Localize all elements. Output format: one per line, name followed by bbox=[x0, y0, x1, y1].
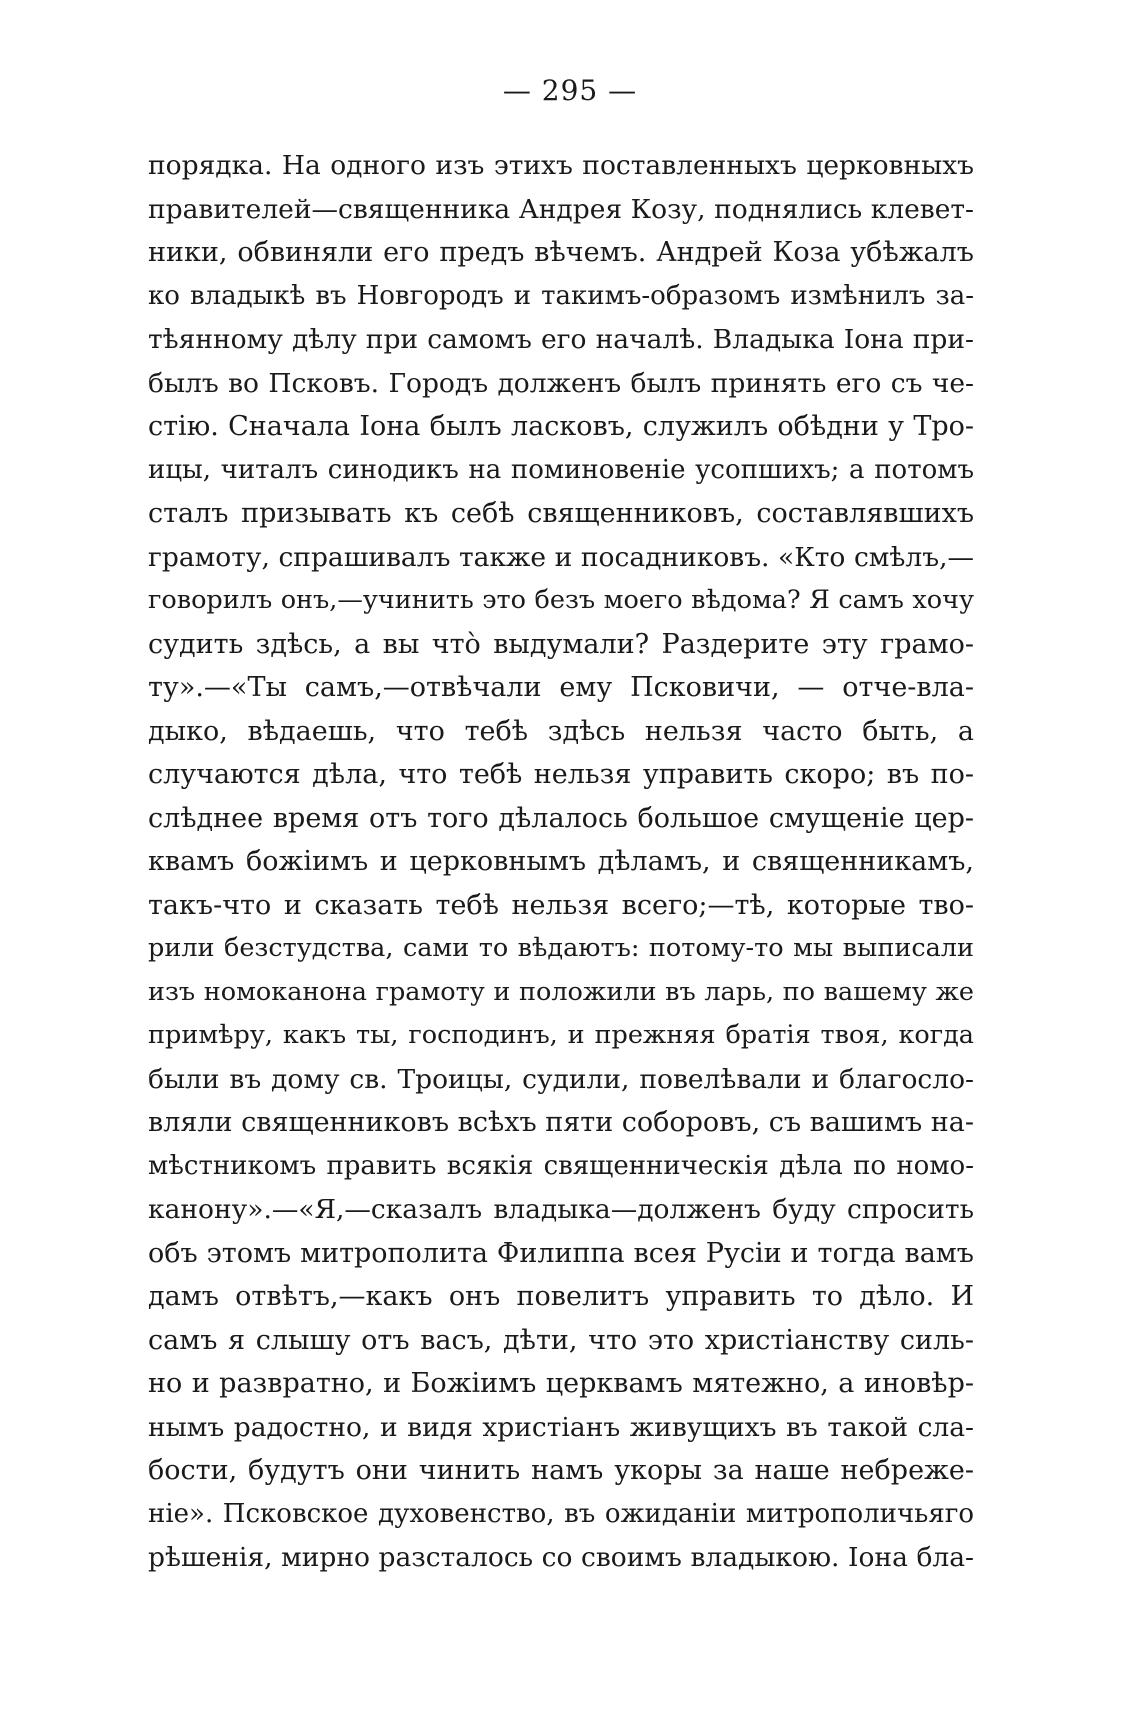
text-line: ко владыкѣ въ Новгородъ и такимъ-образомъ измѣнилъ за- bbox=[148, 280, 974, 311]
text-line: нымъ радостно, и видя христіанъ живущихъ въ такой сла- bbox=[148, 1411, 974, 1443]
text-line: рѣшенія, мирно разсталось со своимъ владыкою. Іона бла- bbox=[148, 1542, 974, 1573]
text-line: изъ номоканона грамоту и положили въ ларь, по вашему же bbox=[148, 976, 974, 1007]
text-line: но и развратно, и Божіимъ церквамъ мятежно, а иновѣр- bbox=[148, 1368, 974, 1399]
text-line: ту».—«Ты самъ,—отвѣчали ему Псковичи, — отче-вла- bbox=[148, 672, 974, 703]
text-line: стію. Сначала Іона былъ ласковъ, служилъ обѣдни у Тро- bbox=[148, 411, 974, 442]
text-line: такъ-что и сказать тебѣ нельзя всего;—тѣ, которые тво- bbox=[148, 889, 974, 921]
text-line: сталъ призывать къ себѣ священниковъ, составлявшихъ bbox=[148, 498, 974, 529]
text-line: дамъ отвѣтъ,—какъ онъ повелитъ управить то дѣло. И bbox=[148, 1281, 974, 1312]
text-line: правителей—священника Андрея Козу, поднялись клевет- bbox=[148, 193, 974, 225]
text-line: ники, обвиняли его предъ вѣчемъ. Андрей Коза убѣжалъ bbox=[148, 237, 974, 268]
text-line: случаются дѣла, что тебѣ нельзя управить скоро; въ по- bbox=[148, 759, 974, 790]
text-line: бости, будутъ они чинить намъ укоры за наше небреже- bbox=[148, 1455, 974, 1486]
text-line: самъ я слышу отъ васъ, дѣти, что это христіанству силь- bbox=[148, 1324, 974, 1356]
text-line: были въ дому св. Троицы, судили, повелѣвали и благосло- bbox=[148, 1063, 974, 1095]
text-line: объ этомъ митрополита Филиппа всея Русіи и тогда вамъ bbox=[148, 1237, 974, 1269]
page-number: — 295 — bbox=[502, 74, 638, 107]
text-line: канону».—«Я,—сказалъ владыка—долженъ буду спросить bbox=[148, 1194, 974, 1225]
text-line: мѣстникомъ править всякія священническія дѣла по номо- bbox=[148, 1150, 974, 1181]
text-line: квамъ божіимъ и церковнымъ дѣламъ, и священникамъ, bbox=[148, 846, 974, 877]
text-line: вляли священниковъ всѣхъ пяти соборовъ, съ вашимъ на- bbox=[148, 1107, 974, 1138]
text-line: ніе». Псковское духовенство, въ ожиданіи митрополичьяго bbox=[148, 1498, 974, 1529]
text-line: рили безстудства, сами то вѣдаютъ: потому-то мы выписали bbox=[148, 933, 974, 963]
text-line: тѣянному дѣлу при самомъ его началѣ. Владыка Іона при- bbox=[148, 324, 974, 355]
text-line: порядка. На одного изъ этихъ поставленныхъ церковныхъ bbox=[148, 150, 974, 181]
body-text bbox=[148, 144, 974, 1580]
text-line: примѣру, какъ ты, господинъ, и прежняя братія твоя, когда bbox=[148, 1020, 974, 1050]
text-line: дыко, вѣдаешь, что тебѣ здѣсь нельзя часто быть, а bbox=[148, 715, 974, 747]
text-line: ицы, читалъ синодикъ на поминовеніе усопшихъ; а потомъ bbox=[148, 454, 974, 485]
text-line: грамоту, спрашивалъ также и посадниковъ. «Кто смѣлъ,— bbox=[148, 541, 974, 573]
text-line: слѣднее время отъ того дѣлалось большое смущеніе цер- bbox=[148, 802, 974, 834]
text-line: говорилъ онъ,—учинить это безъ моего вѣдома? Я самъ хочу bbox=[148, 585, 974, 615]
text-line: былъ во Псковъ. Городъ долженъ былъ принять его съ че- bbox=[148, 367, 974, 399]
text-line: судить здѣсь, а вы что̀ выдумали? Раздерите эту грамо- bbox=[148, 628, 974, 660]
